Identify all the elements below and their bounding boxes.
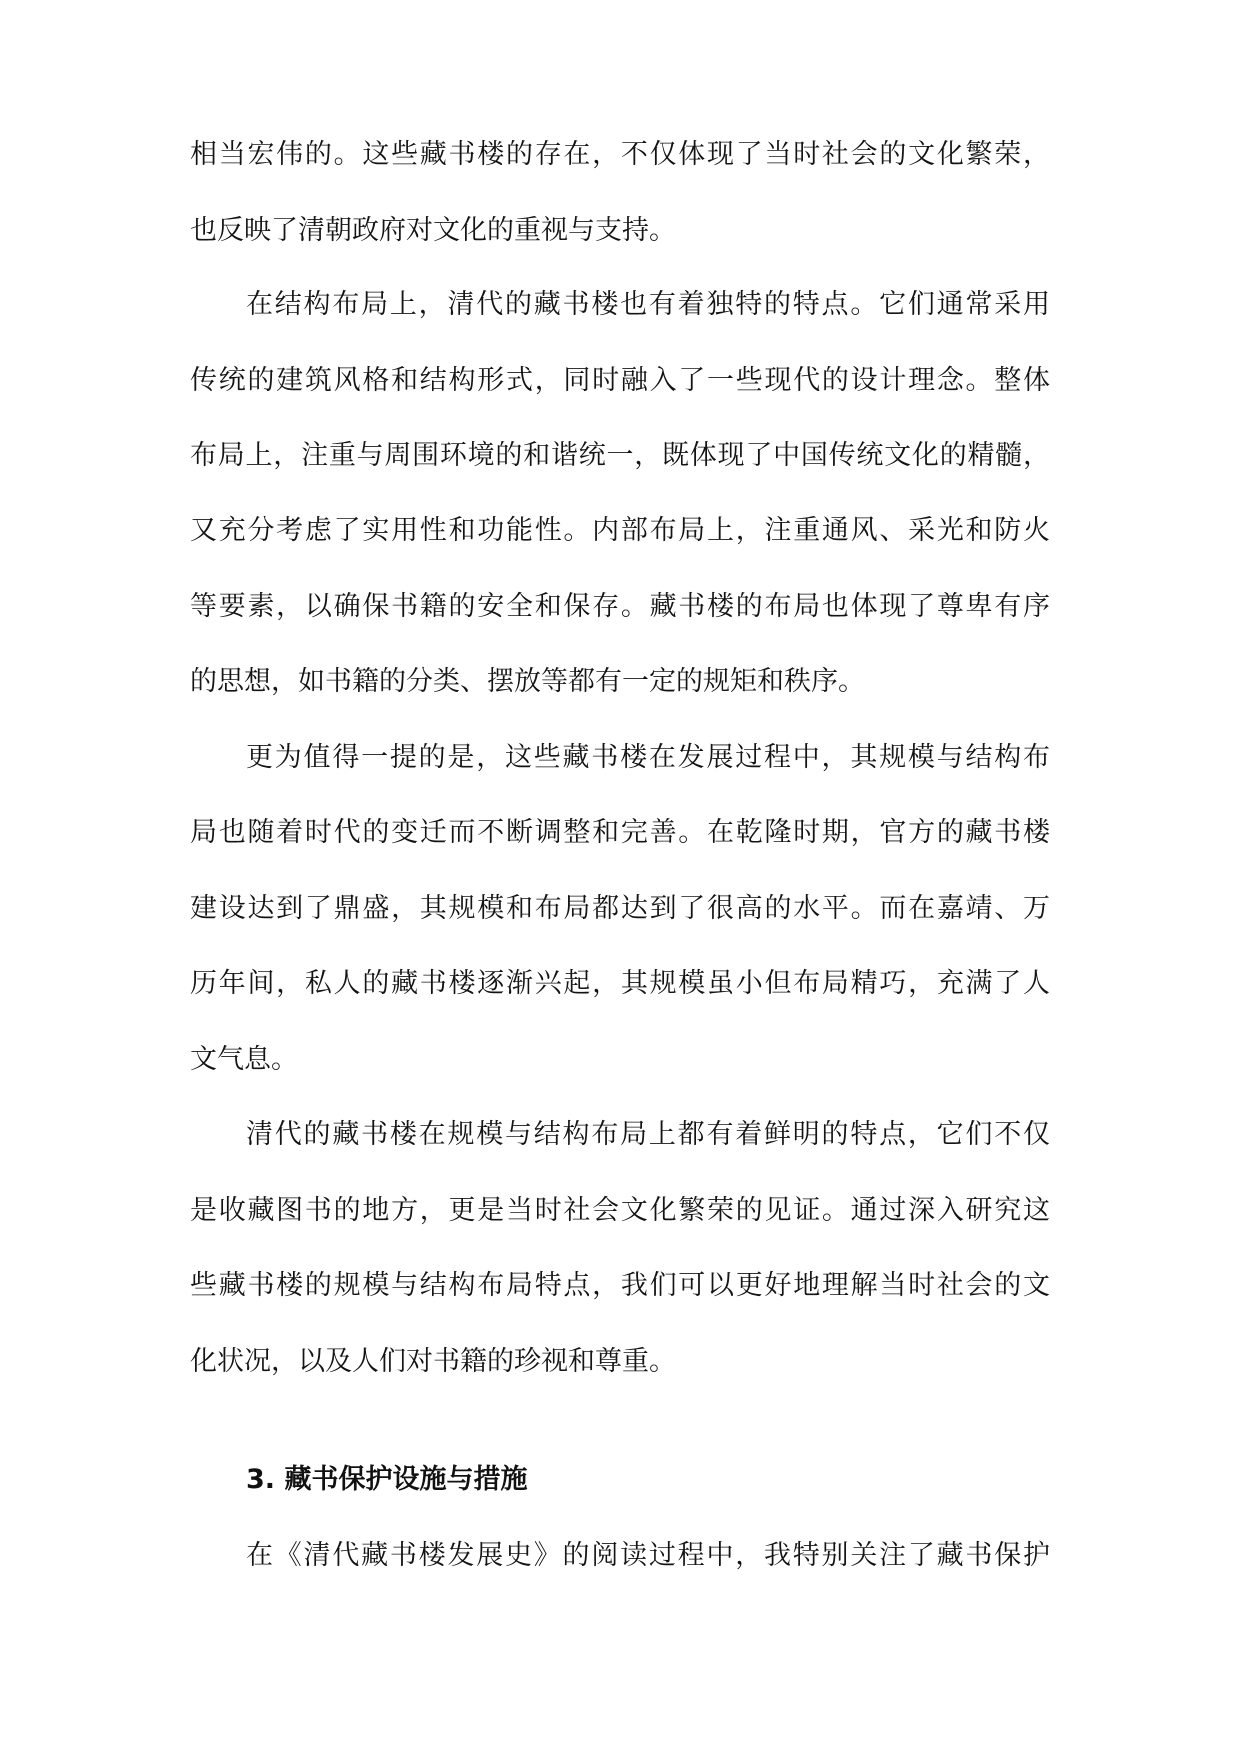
paragraph-3-line-5: 文气息。 (190, 1044, 298, 1075)
paragraph-2-line-2: 传统的建筑风格和结构形式，同时融入了一些现代的设计理念。整体 (190, 365, 1050, 396)
paragraph-2-line-5: 等要素，以确保书籍的安全和保存。藏书楼的布局也体现了尊卑有序 (190, 591, 1050, 622)
paragraph-4-line-3: 些藏书楼的规模与结构布局特点，我们可以更好地理解当时社会的文 (190, 1270, 1050, 1301)
paragraph-5-line-1: 在《清代藏书楼发展史》的阅读过程中，我特别关注了藏书保护 (246, 1540, 1050, 1571)
paragraph-4-line-4: 化状况，以及人们对书籍的珍视和尊重。 (190, 1346, 676, 1377)
paragraph-4-line-1: 清代的藏书楼在规模与结构布局上都有着鲜明的特点，它们不仅 (246, 1119, 1050, 1150)
paragraph-2-line-6: 的思想，如书籍的分类、摆放等都有一定的规矩和秩序。 (190, 666, 865, 697)
paragraph-3-line-4: 历年间，私人的藏书楼逐渐兴起，其规模虽小但布局精巧，充满了人 (190, 968, 1050, 999)
paragraph-3-line-1: 更为值得一提的是，这些藏书楼在发展过程中，其规模与结构布 (246, 742, 1050, 773)
paragraph-3-line-3: 建设达到了鼎盛，其规模和布局都达到了很高的水平。而在嘉靖、万 (190, 893, 1050, 924)
paragraph-3-line-2: 局也随着时代的变迁而不断调整和完善。在乾隆时期，官方的藏书楼 (190, 817, 1050, 848)
paragraph-2-line-4: 又充分考虑了实用性和功能性。内部布局上，注重通风、采光和防火 (190, 515, 1050, 546)
paragraph-1-line-1: 相当宏伟的。这些藏书楼的存在，不仅体现了当时社会的文化繁荣， (190, 139, 1050, 170)
section-heading: 3. 藏书保护设施与措施 (246, 1464, 528, 1495)
paragraph-2-line-1: 在结构布局上，清代的藏书楼也有着独特的特点。它们通常采用 (246, 289, 1050, 320)
paragraph-4-line-2: 是收藏图书的地方，更是当时社会文化繁荣的见证。通过深入研究这 (190, 1195, 1050, 1226)
paragraph-2-line-3: 布局上，注重与周围环境的和谐统一，既体现了中国传统文化的精髓， (190, 440, 1050, 471)
paragraph-1-line-2: 也反映了清朝政府对文化的重视与支持。 (190, 215, 676, 246)
